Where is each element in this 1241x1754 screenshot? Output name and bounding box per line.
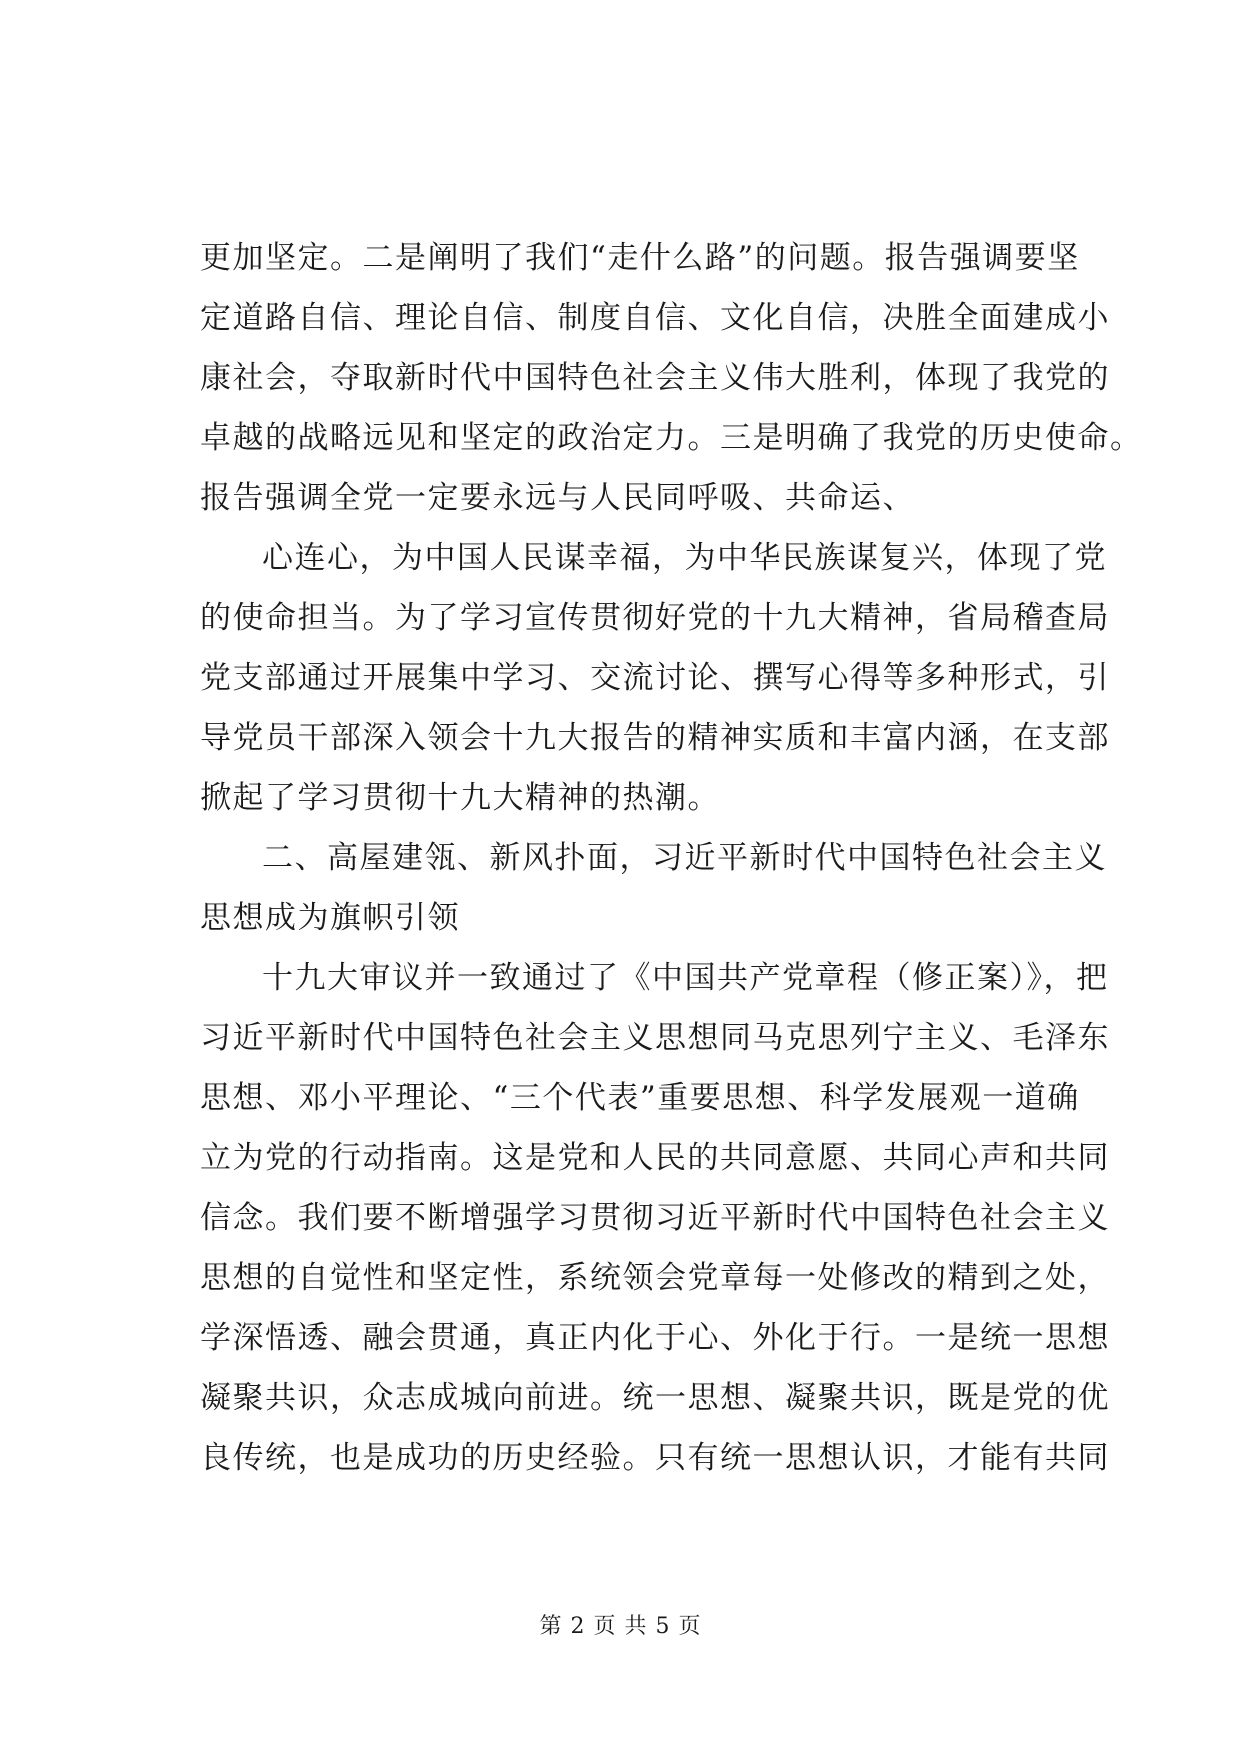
text-line: 定道路自信、理论自信、制度自信、文化自信，决胜全面建成小 [200, 300, 1110, 336]
text-line: 思想、邓小平理论、“三个代表”重要思想、科学发展观一道确 [200, 1080, 1080, 1116]
text-line: 报告强调全党一定要永远与人民同呼吸、共命运、 [200, 480, 915, 516]
text-line: 信念。我们要不断增强学习贯彻习近平新时代中国特色社会主义 [200, 1200, 1110, 1236]
text-line: 心连心，为中国人民谋幸福，为中华民族谋复兴，体现了党 [262, 540, 1107, 576]
text-line: 更加坚定。二是阐明了我们“走什么路”的问题。报告强调要坚 [200, 240, 1080, 276]
text-line: 卓越的战略远见和坚定的政治定力。三是明确了我党的历史使命。 [200, 420, 1143, 456]
text-line: 掀起了学习贯彻十九大精神的热潮。 [200, 780, 720, 816]
text-line: 习近平新时代中国特色社会主义思想同马克思列宁主义、毛泽东 [200, 1020, 1110, 1056]
text-line: 学深悟透、融会贯通，真正内化于心、外化于行。一是统一思想 [200, 1320, 1110, 1356]
text-line: 二、高屋建瓴、新风扑面，习近平新时代中国特色社会主义 [262, 840, 1107, 876]
page-number-footer: 第 2 页 共 5 页 [539, 1614, 702, 1639]
text-line: 思想的自觉性和坚定性，系统领会党章每一处修改的精到之处， [200, 1260, 1110, 1296]
text-line: 党支部通过开展集中学习、交流讨论、撰写心得等多种形式，引 [200, 660, 1110, 696]
text-line: 思想成为旗帜引领 [200, 900, 460, 936]
text-line: 立为党的行动指南。这是党和人民的共同意愿、共同心声和共同 [200, 1140, 1110, 1176]
paragraph-3 [200, 948, 1110, 1488]
text-line: 的使命担当。为了学习宣传贯彻好党的十九大精神，省局稽查局 [200, 600, 1110, 636]
section-heading [200, 828, 1107, 948]
text-line: 十九大审议并一致通过了《中国共产党章程（修正案）》，把 [262, 960, 1109, 996]
text-line: 导党员干部深入领会十九大报告的精神实质和丰富内涵，在支部 [200, 720, 1110, 756]
text-line: 凝聚共识，众志成城向前进。统一思想、凝聚共识，既是党的优 [200, 1380, 1110, 1416]
text-line: 良传统，也是成功的历史经验。只有统一思想认识，才能有共同 [200, 1440, 1110, 1476]
document-body [200, 228, 1143, 1488]
paragraph-1 [200, 228, 1143, 528]
text-line: 康社会，夺取新时代中国特色社会主义伟大胜利，体现了我党的 [200, 360, 1110, 396]
paragraph-2 [200, 528, 1110, 828]
